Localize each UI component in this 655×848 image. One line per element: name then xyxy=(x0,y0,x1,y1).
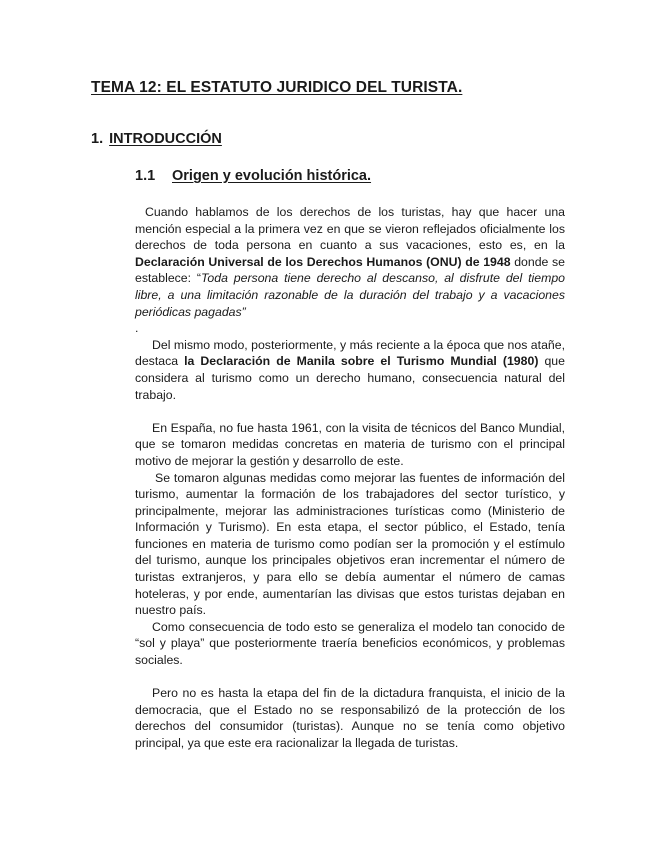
paragraph-1-text-a: Cuando hablamos de los derechos de los turistas, hay que hacer una mención especial a la primera vez en que se vieron reflejados oficialmente los derechos de toda persona en cuanto a sus vacaciones, esto es, en la xyxy=(135,205,565,253)
paragraph-gap xyxy=(135,403,565,420)
paragraph-4: Se tomaron algunas medidas como mejorar las fuentes de información del turismo, aumentar la formación de los trabajadores del sector turístico, y principalmente, mejorar las administraciones turísticas como (Ministerio de Información y Turismo). En esta etapa, el sector público, el Estado, tenía funciones en materia de turismo como podían ser la promoción y el estímulo del turismo, aunque los principales objetivos eran incrementar el número de turistas extranjeros, y para ello se debía aumentar el número de camas hoteleras, y por ende, aumentarían las divisas que estos turistas dejaban en nuestro país. xyxy=(135,470,565,618)
section-label: INTRODUCCIÓN xyxy=(109,131,222,147)
paragraph-2 xyxy=(135,337,565,403)
paragraph-1 xyxy=(135,204,565,320)
paragraph-2-bold: la Declaración de Manila sobre el Turismo Mundial (1980) xyxy=(184,354,539,369)
section-heading xyxy=(91,131,222,147)
paragraph-1-trailing-dot: . xyxy=(135,321,139,336)
paragraph-1-text-c: donde se establece: “ xyxy=(135,254,566,286)
paragraph-3: En España, no fue hasta 1961, con la visita de técnicos del Banco Mundial, que se tomaron medidas concretas en materia de turismo con el principal motivo de mejorar la gestión y desarrollo de este. xyxy=(135,420,565,468)
document-title: TEMA 12: EL ESTATUTO JURIDICO DEL TURISTA. xyxy=(91,79,463,96)
body-text xyxy=(135,204,565,752)
paragraph-gap xyxy=(135,669,565,686)
paragraph-1-bold: Declaración Universal de los Derechos Humanos (ONU) de 1948 xyxy=(135,254,511,269)
paragraph-2-text-c: que considera al turismo como un derecho humano, consecuencia natural del trabajo. xyxy=(135,354,565,402)
subsection-heading xyxy=(135,168,371,184)
subsection-number: 1.1 xyxy=(135,168,156,184)
paragraph-2-text-a: Del mismo modo, posteriormente, y más reciente a la época que nos atañe, destaca xyxy=(135,337,565,369)
paragraph-1-quote: Toda persona tiene derecho al descanso, al disfrute del tiempo libre, a una limitación razonable de la duración del trabajo y a vacaciones periódicas pagadas” xyxy=(135,271,565,319)
subsection-label: Origen y evolución histórica. xyxy=(172,168,372,184)
paragraph-5: Como consecuencia de todo esto se generaliza el modelo tan conocido de “sol y playa” que posteriormente traería beneficios económicos, y problemas sociales. xyxy=(135,619,565,668)
section-number: 1. xyxy=(91,131,104,147)
paragraph-6: Pero no es hasta la etapa del fin de la dictadura franquista, el inicio de la democracia, que el Estado no se responsabilizó de la protección de los derechos del consumidor (turistas). Aunque no se tenía como objetivo principal, ya que este era racionalizar la llegada de turistas. xyxy=(135,686,565,750)
